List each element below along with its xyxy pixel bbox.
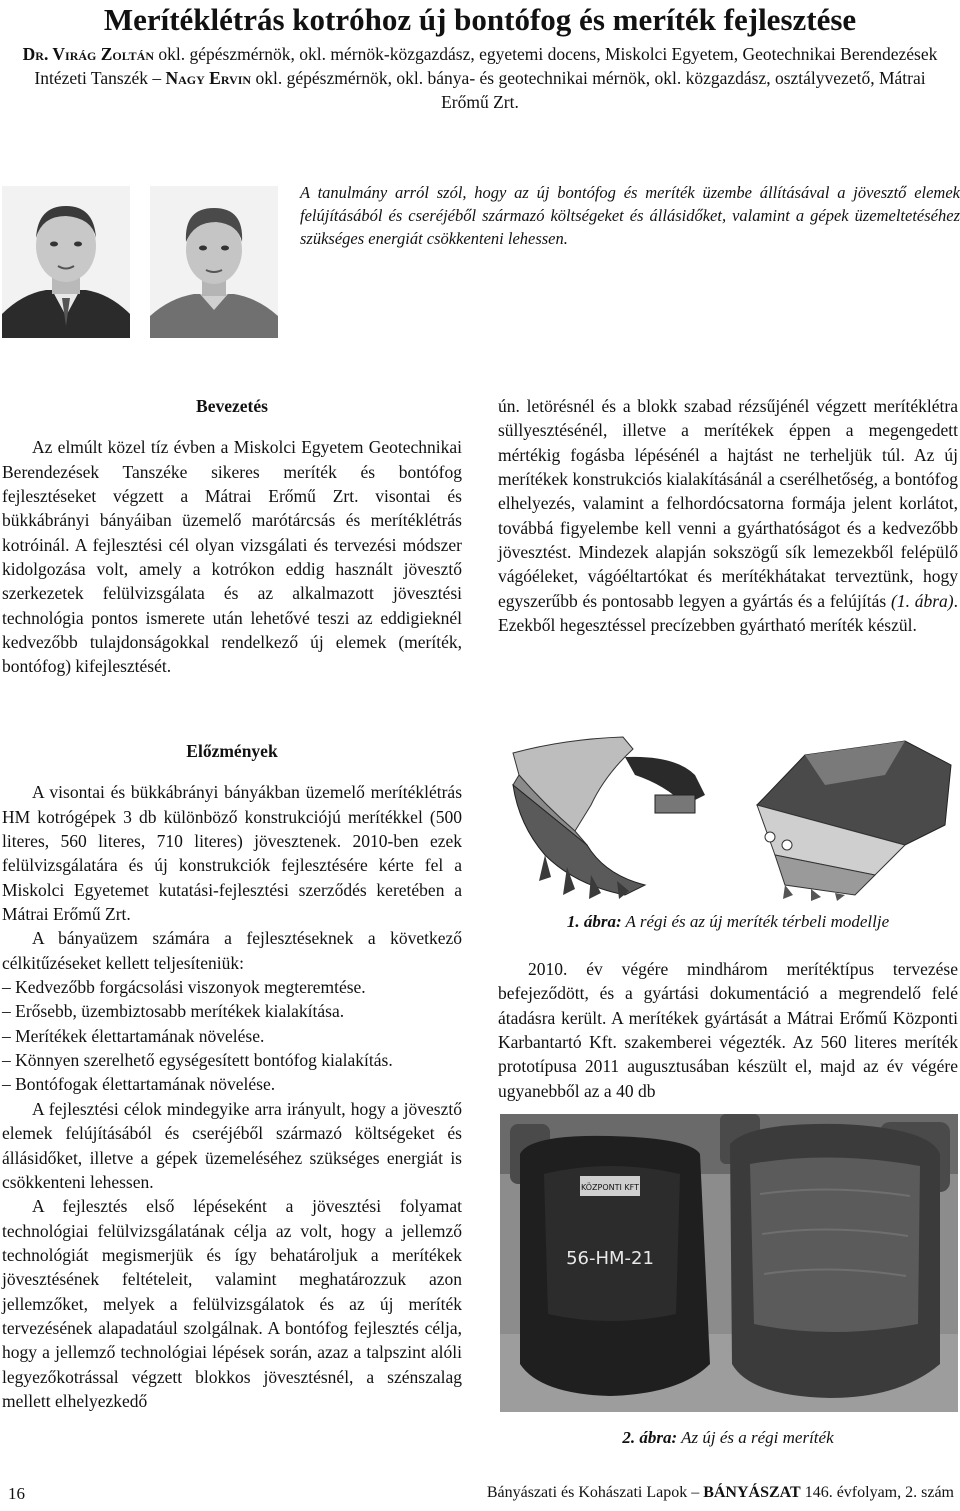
journal-name: Bányászati és Kohászati Lapok – — [486, 1484, 704, 1501]
left-column — [2, 394, 462, 679]
right-column — [498, 394, 958, 637]
journal-name-bold: BÁNYÁSZAT — [703, 1484, 801, 1501]
figure-1-number: 1. ábra: — [566, 912, 622, 931]
background-paragraph-2: A bányaüzem számára a fejlesztéseknek a következő célkitűzéseket kellett teljesíteniük: — [2, 928, 462, 973]
right-column-continued — [498, 957, 958, 1103]
right-paragraph-1-end: . Ezekből hegesztéssel precízebben gyártható meríték készül. — [498, 590, 959, 636]
goal-list-item: – Merítékek élettartamának növelése. — [2, 1025, 265, 1046]
goal-list-item: – Könnyen szerelhető egységesített bontófog kialakítás. — [2, 1050, 393, 1071]
intro-paragraph: Az elmúlt közel tíz évben a Miskolci Egyetem Geotechnikai Berendezések Tanszéke sikeres meríték és bontófog fejlesztéseket végzett a Mátrai Erőmű Zrt. visontai és bükkábrányi bányáiban üzemelő marótárcsás és merítéklétrás kotróinál. A fejlesztési cél olyan vizsgálati és tervezési módszer kidolgozása volt, amely a kotrókon eddig használt jövesztő szerkezetek felülvizsgálata és az alkalmazott jövesztési technológia pontos ismerete után lehetővé teszi az eddigieknél kedvezőbb tulajdonságokkal rendelkező új elemek (meríték, bontófog) kifejlesztését. — [2, 437, 462, 677]
author-2-affiliation: okl. gépészmérnök, okl. bánya- és geotechnikai mérnök, okl. közgazdász, osztályvezető, Mátrai Erőmű Zrt. — [251, 68, 926, 112]
goal-list-item: – Erősebb, üzembiztosabb merítékek kialakítása. — [2, 1001, 345, 1022]
bucket-code-label: 56-HM-21 — [566, 1248, 654, 1269]
author-2-photo — [150, 186, 278, 338]
goal-list-item: – Kedvezőbb forgácsolási viszonyok megteremtése. — [2, 977, 366, 998]
figure-2-bucket-photo — [500, 1114, 958, 1412]
author-1-name: Dr. Virág Zoltán — [22, 44, 154, 64]
figure-2-caption — [498, 1428, 958, 1448]
background-paragraph-4: A fejlesztés első lépéseként a jövesztési folyamat technológiai felülvizsgálatának célja az volt, hogy a jellemző technológiát megismerjük és így behatároljuk a merítékek jövesztésének feltételeit, valamint meghatározzuk azon jellemzőket, melyek a felülvizsgálatok és az új meríték tervezésének alapadatául szolgálnak. A bontófog fejlesztés célja, hogy a jellemző technológiai lépések során, azaz a talpszint alóli legyezőkotrással végzett blokkos jövesztésnél, a szénszalag mellett elhelyezkedő — [2, 1196, 462, 1411]
page-number: 16 — [8, 1484, 25, 1503]
figure-1-caption — [498, 912, 958, 932]
section-heading-introduction: Bevezetés — [196, 396, 268, 416]
journal-footer — [487, 1484, 954, 1502]
left-column-continued — [2, 739, 462, 1413]
figure-2-number: 2. ábra: — [622, 1428, 678, 1447]
right-paragraph-2: 2010. év végére mindhárom merítéktípus tervezése befejeződött, és a gyártási dokumentáció a megrendelő felé átadásra került. A merítékek gyártását a Mátrai Erőmű Központi Karbantartó Kft. szakemberei végezték. Az 560 literes meríték prototípusa 2011 augusztusában készült el, majd az év végére ugyanebből az a 40 db — [498, 959, 958, 1101]
author-1-affiliation: okl. gépészmérnök, okl. mérnök-közgazdász, egyetemi docens, Miskolci Egyetem, Geotechnikai Berendezések Intézeti Tanszék – — [34, 44, 938, 88]
right-paragraph-1-text: ún. letörésnél és a blokk szabad rézsűjénél végzett merítéklétra süllyesztésénél, illetve a merítékek éppen a megengedett mértékig fogásba lépésénél a hajtást ne terheljük túl. Az új merítékek konstrukciós kialakításánál a cserélhetőség, a bontófog elhelyezés, valamint a felhordócsatorna formája jelent korlátot, továbbá figyelembe kell venni a gyárthatóságot és a kedvezőbb jövesztést. Mindezek alapján sokszögű sík lemezekből felépülő vágóéleket, vágóéltartókat és merítékhátakat terveztünk, hogy egyszerűbb és pontosabb legyen a gyártás és a felújítás — [498, 396, 958, 611]
author-line — [20, 42, 940, 114]
background-paragraph-1: A visontai és bükkábrányi bányákban üzemelő merítéklétrás HM kotrógépek 3 db különböző konstrukciójú merítékkel (500 literes, 560 literes, 710 literes) jövesztenek. 2010-ben ezek felülvizsgálatára és új konstrukciók fejlesztésére kérte fel a Miskolci Egyetemet kutatási-fejlesztési szerződés keretében a Mátrai Erőmű Zrt. — [2, 782, 462, 925]
figure-1-reference: (1. ábra) — [891, 590, 954, 611]
section-heading-background: Előzmények — [186, 741, 278, 761]
goal-list-item: – Bontófogak élettartamának növelése. — [2, 1074, 276, 1095]
right-paragraph-1 — [498, 394, 958, 637]
figure-2-text: Az új és a régi meríték — [677, 1428, 834, 1447]
article-title: Merítéklétrás kotróhoz új bontófog és meríték fejlesztése — [103, 2, 857, 37]
abstract: A tanulmány arról szól, hogy az új bontófog és meríték üzembe állításával a jövesztő elemek felújításából és cseréjéből származó költségeket és állásidőket, valamint a gépek üzemeltetéséhez szükséges energiát csökkenteni lehessen. — [300, 183, 960, 248]
background-paragraph-3: A fejlesztési célok mindegyike arra irányult, hogy a jövesztő elemek felújításából és cseréjéből származó költségeket és állásidőket, illetve a gépek üzemeléséhez szükséges energiát is csökkenteni lehessen. — [2, 1098, 462, 1192]
bucket-plate-label: KÖZPONTI KFT — [580, 1183, 640, 1192]
figure-1-text: A régi és az új meríték térbeli modellje — [621, 912, 890, 931]
author-2-name: Nagy Ervin — [165, 68, 252, 88]
journal-issue: 146. évfolyam, 2. szám — [800, 1484, 954, 1501]
figure-1-bucket-models — [505, 735, 957, 901]
author-1-photo — [2, 186, 130, 338]
